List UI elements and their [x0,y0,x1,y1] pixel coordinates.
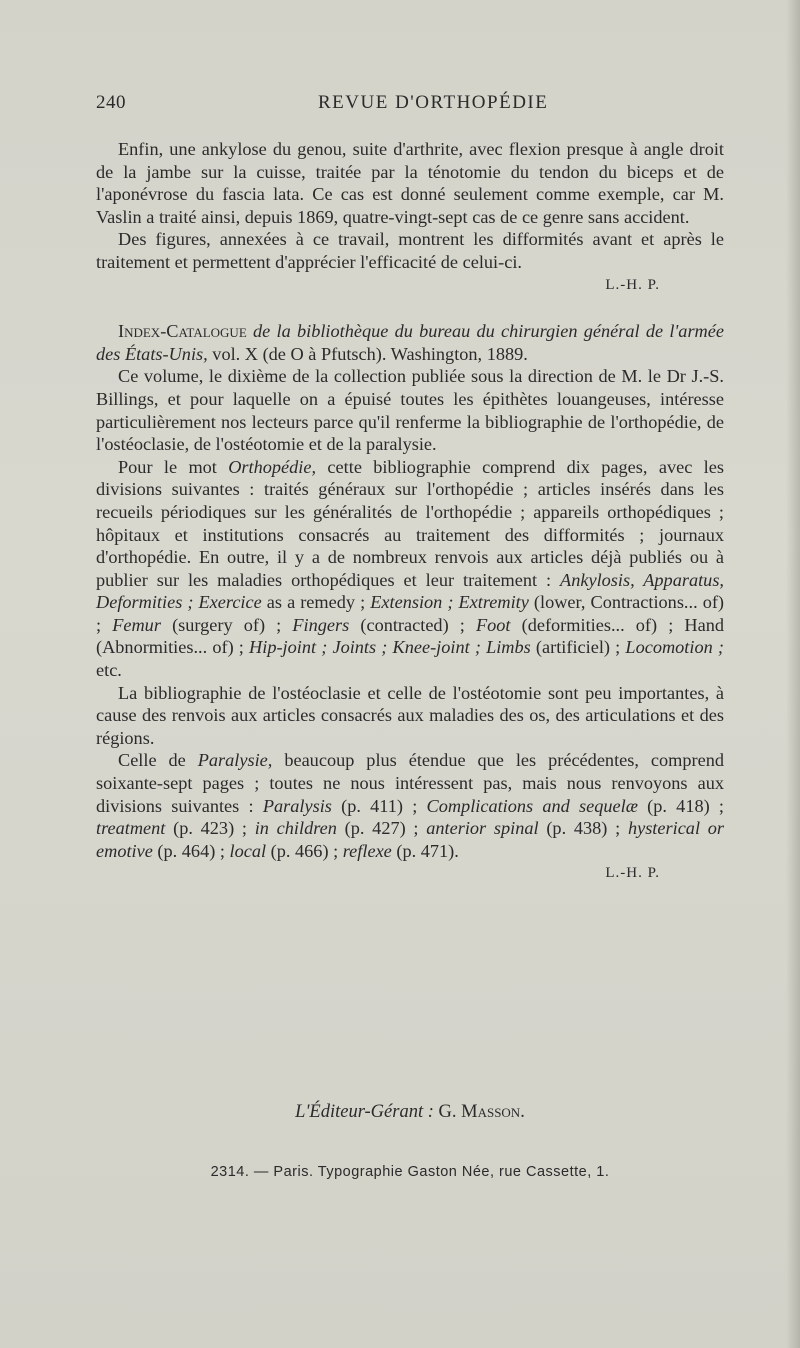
italic-term: treatment [96,818,166,839]
text-run: (p. 464) ; [152,840,230,861]
italic-term: Fingers [292,614,350,635]
italic-term: hysterical or emotive [96,818,725,861]
text-run: (p. 418) ; [637,795,724,816]
text-run: cette bibliographie comprend dix pages, avec les divisions suivantes : traités généraux sur l'orthopédie ; articles insérés dans les recueils périodiques sur les généralités de l'orthopédie ; appareils orthopédiques ; hôpitaux et institutions consacrés au traitement des difformités ; journaux d'orthopédie. En outre, il y a de nombreux renvois aux articles déjà publiés ou à publier sur les maladies orthopédiques et leur traitement : [96,456,724,590]
review2-paragraph: La bibliographie de l'ostéoclasie et celle de l'ostéotomie sont peu importantes, à cause des renvois aux articles consacrés aux maladies des os, des articulations et des régions. [96,682,724,748]
heading-italic: de la bibliothèque du bureau du chirurgien général de l'armée des États-Unis, [96,321,724,364]
italic-term: Femur [112,614,161,635]
italic-term: Complications and sequelæ [426,795,638,816]
text-run: (p. 471). [391,840,459,861]
italic-term: in children [254,818,337,839]
italic-term: reflexe [342,840,392,861]
review1-paragraph: Des figures, annexées à ce travail, montrent les difformités avant et après le traitement et permettent d'apprécier l'efficacité de celui-ci. [96,229,724,272]
text-run: (p. 423) ; [165,818,255,839]
review1-paragraph: Enfin, une ankylose du genou, suite d'arthrite, avec flexion presque à angle droit de la jambe sur la cuisse, traitée par la ténotomie du tendon du biceps et de l'aponévrose du fascia lata. Ce cas est donné seulement comme exemple, car M. Vaslin a traité ainsi, depuis 1869, quatre-vingt-sept cas de ce genre sans accident. [96,139,724,227]
text-run: (p. 466) ; [266,840,343,861]
text-run: (p. 438) ; [538,818,628,839]
italic-term: Paralysis [262,795,332,816]
heading-publication: vol. X (de O à Pfutsch). Washington, 1889. [212,343,528,364]
text-run: etc. [96,660,122,681]
review2-heading [96,320,724,365]
running-head [96,92,716,118]
review-signature: L.-H. P. [605,276,660,293]
text-run: as a remedy ; [261,592,371,613]
text-run: (surgery of) ; [160,614,293,635]
text-run: Celle de [118,750,198,771]
editor-name: G. Masson. [438,1102,525,1122]
italic-term: local [229,840,267,861]
text-run: (contracted) ; [349,614,476,635]
italic-term: Paralysie, [197,750,273,771]
italic-term: Orthopédie, [228,456,317,477]
review-signature: L.-H. P. [605,865,660,882]
text-run: (p. 411) ; [331,795,427,816]
italic-term: Locomotion ; [625,637,724,658]
heading-title: Index-Catalogue [118,321,247,342]
italic-term: Hip-joint ; Joints ; Knee-joint ; Limbs [249,637,531,658]
page-number: 240 [96,92,126,113]
page-edge-shadow [786,0,800,1348]
text-run: (p. 427) ; [336,818,427,839]
text-run: (artificiel) ; [530,637,626,658]
article-text [96,138,724,885]
review2-paragraph [96,456,724,682]
italic-term: Extension ; Extremity [370,592,529,613]
review2-paragraph [96,749,724,862]
printer-line: 2314. — Paris. Typographie Gaston Née, rue Cassette, 1. [210,1164,610,1180]
editor-label: L'Éditeur-Gérant : [295,1102,434,1122]
italic-term: anterior spinal [426,818,539,839]
italic-term: Ankylosis, Apparatus, Deformities ; Exercice [96,569,724,613]
journal-title: REVUE D'ORTHOPÉDIE [318,92,549,113]
editor-line [96,1102,724,1123]
section-gap [96,296,724,320]
text-run: (lower, Contractions... of) ; [96,592,725,635]
text-run: (deformities... of) ; Hand (Abnormities... of) ; [96,614,724,658]
text-run: Pour le mot [118,456,229,477]
text-run: beaucoup plus étendue que les précédentes, comprend soixante-sept pages ; toutes ne nous intéressent pas, mais nous renvoyons aux divisions suivantes : [96,750,724,816]
italic-term: Foot [475,614,511,635]
review2-paragraph: Ce volume, le dixième de la collection publiée sous la direction de M. le Dr J.-S. Billings, et pour laquelle on a épuisé toutes les épithètes louangeuses, intéresse particulièrement nos lecteurs parce qu'il renferme la bibliographie de l'orthopédie, de l'ostéoclasie, de l'ostéotomie et de la paralysie. [96,366,724,455]
